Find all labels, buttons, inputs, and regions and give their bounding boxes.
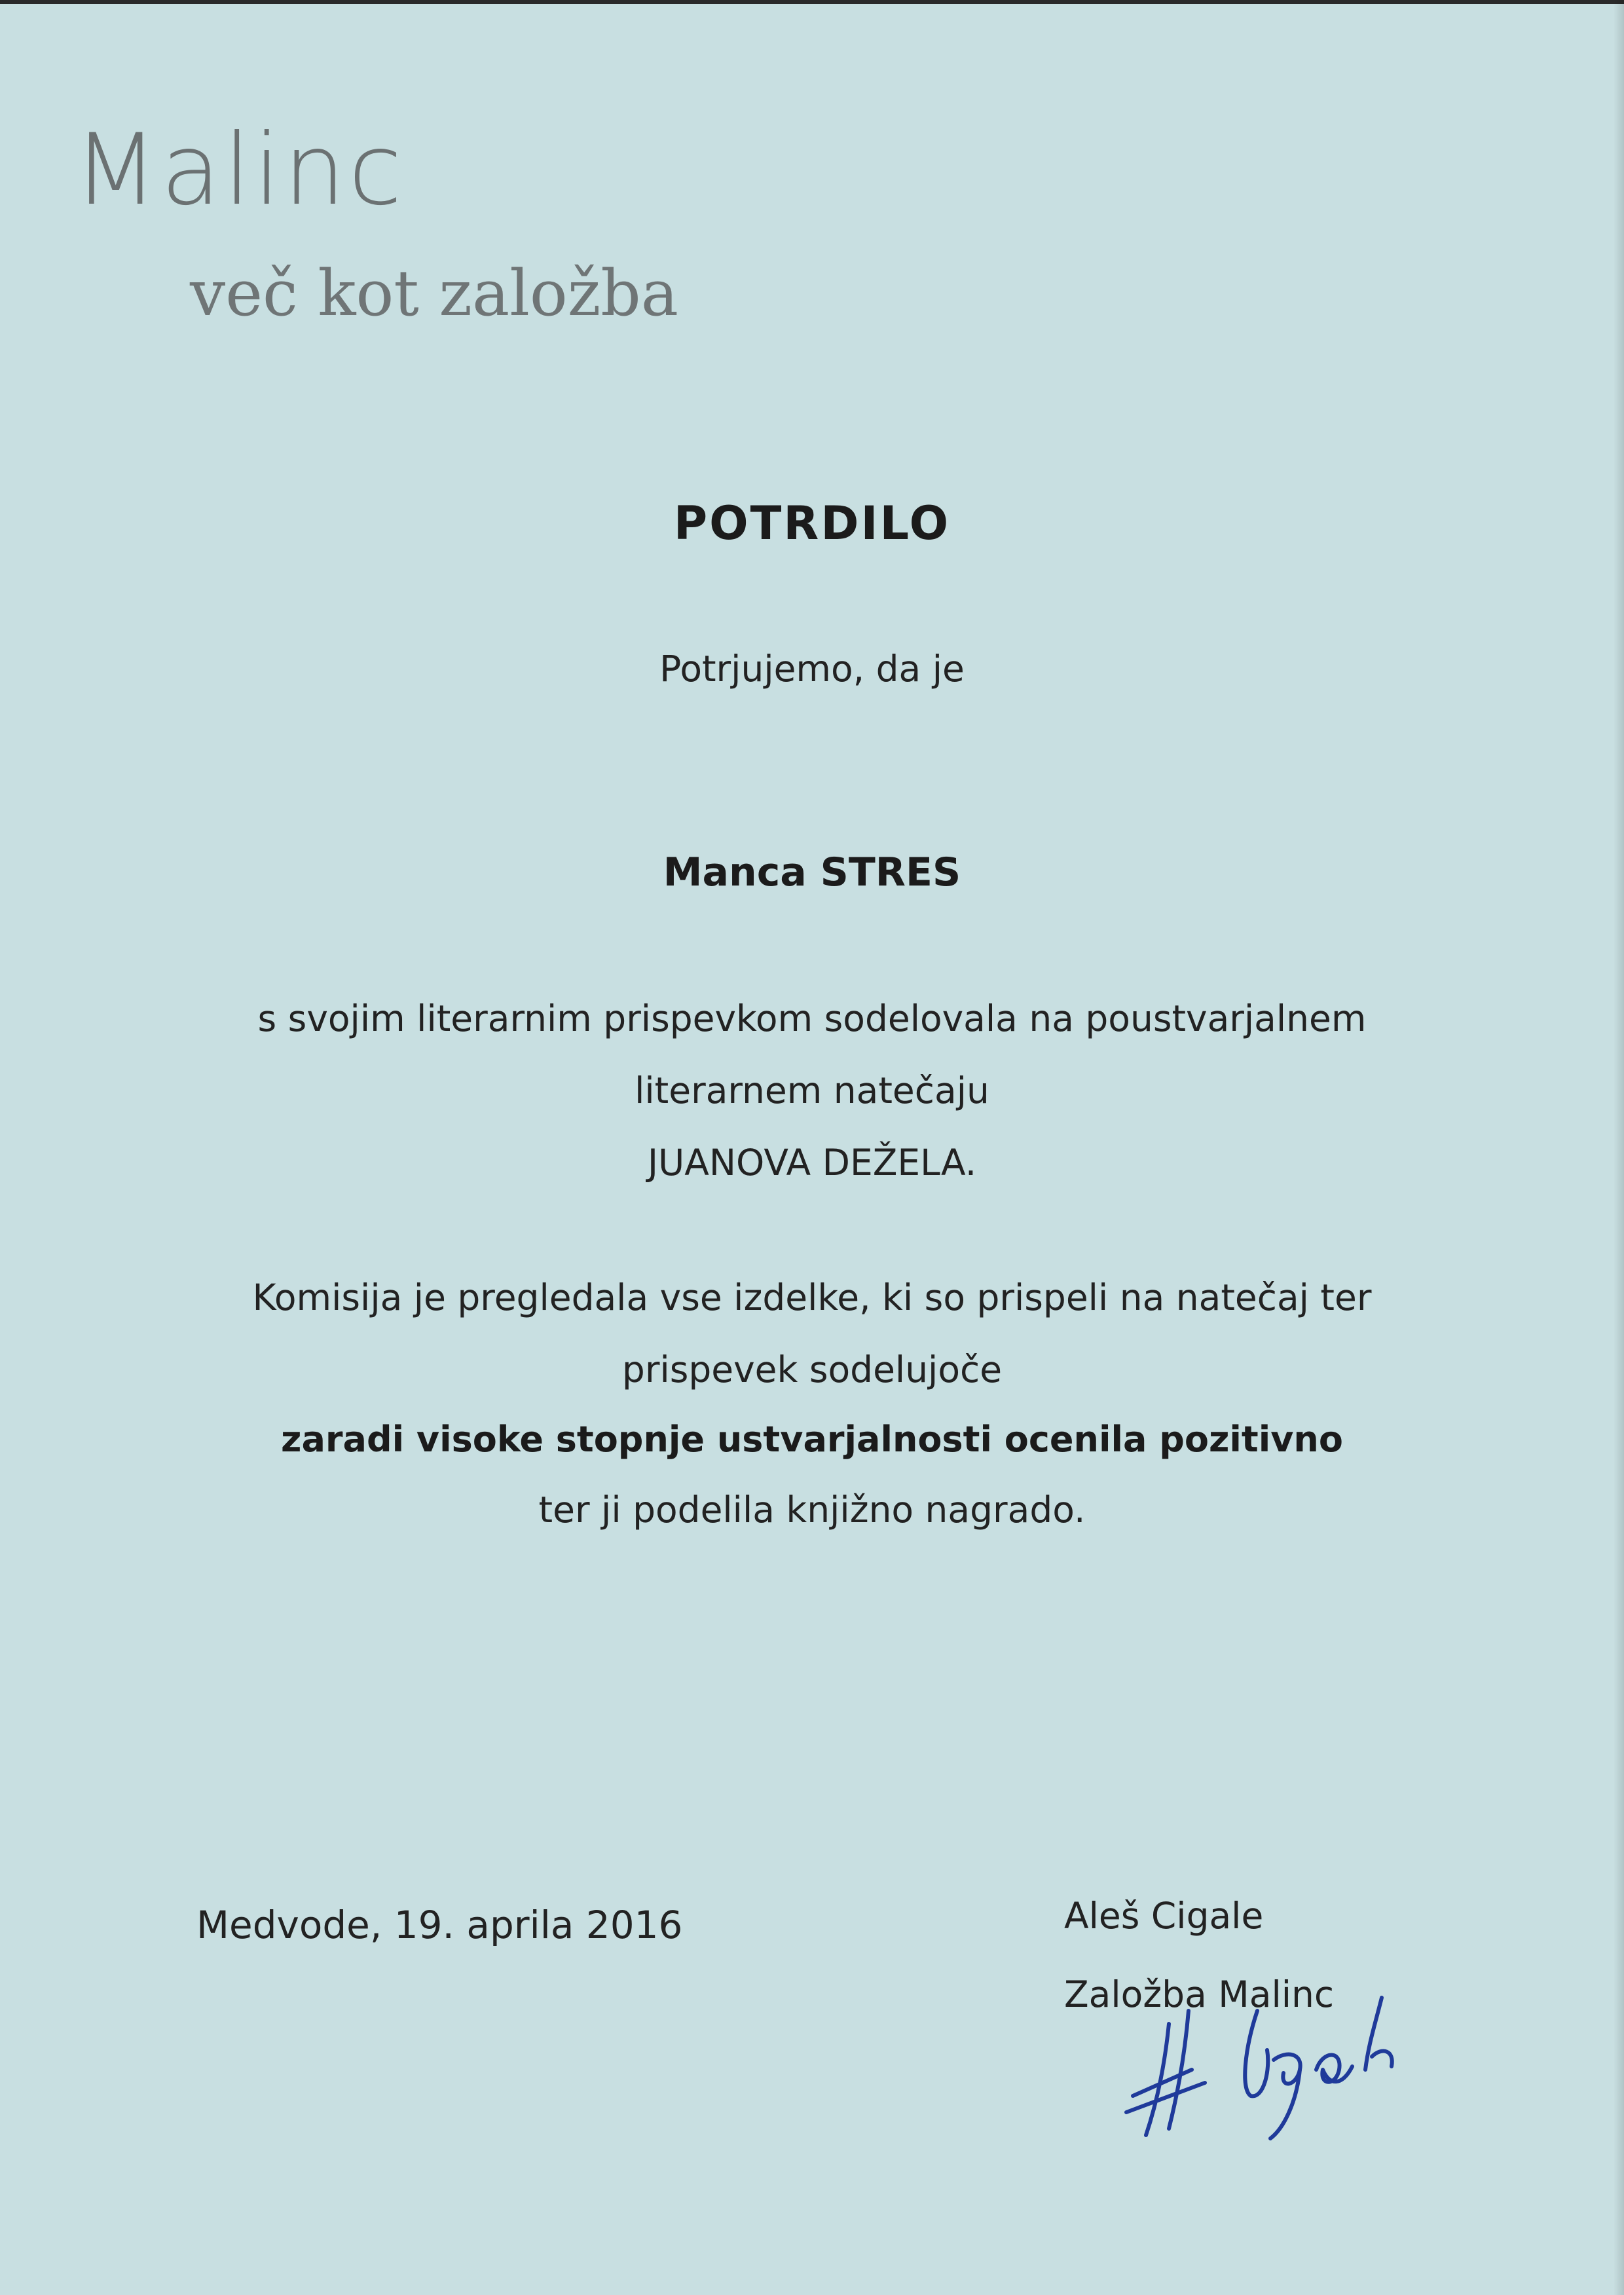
logo-tagline: več kot založba <box>190 257 678 330</box>
handwritten-signature <box>1107 1971 1408 2142</box>
intro-text: Potrjujemo, da je <box>659 648 965 690</box>
signatory-name: Aleš Cigale <box>1064 1895 1264 1937</box>
contest-name: JUANOVA DEŽELA. <box>647 1142 977 1184</box>
participation-line-2: literarnem natečaju <box>635 1070 989 1111</box>
evaluation-line: zaradi visoke stopnje ustvarjalnosti ocenila pozitivno <box>281 1419 1343 1460</box>
recipient-name: Manca STRES <box>663 849 961 895</box>
review-line-1: Komisija je pregledala vse izdelke, ki so prispeli na natečaj ter <box>252 1277 1372 1318</box>
award-line: ter ji podelila knjižno nagrado. <box>538 1489 1086 1531</box>
scan-top-edge <box>0 0 1624 4</box>
signatory-org: Založba Malinc <box>1064 1973 1335 2015</box>
review-line-2: prispevek sodelujoče <box>621 1349 1003 1390</box>
place-date: Medvode, 19. aprila 2016 <box>196 1903 683 1947</box>
logo-name: Malinc <box>73 113 405 227</box>
participation-line-1: s svojim literarnim prispevkom sodelovala na poustvarjalnem <box>257 998 1367 1039</box>
document-title: POTRDILO <box>673 496 951 550</box>
